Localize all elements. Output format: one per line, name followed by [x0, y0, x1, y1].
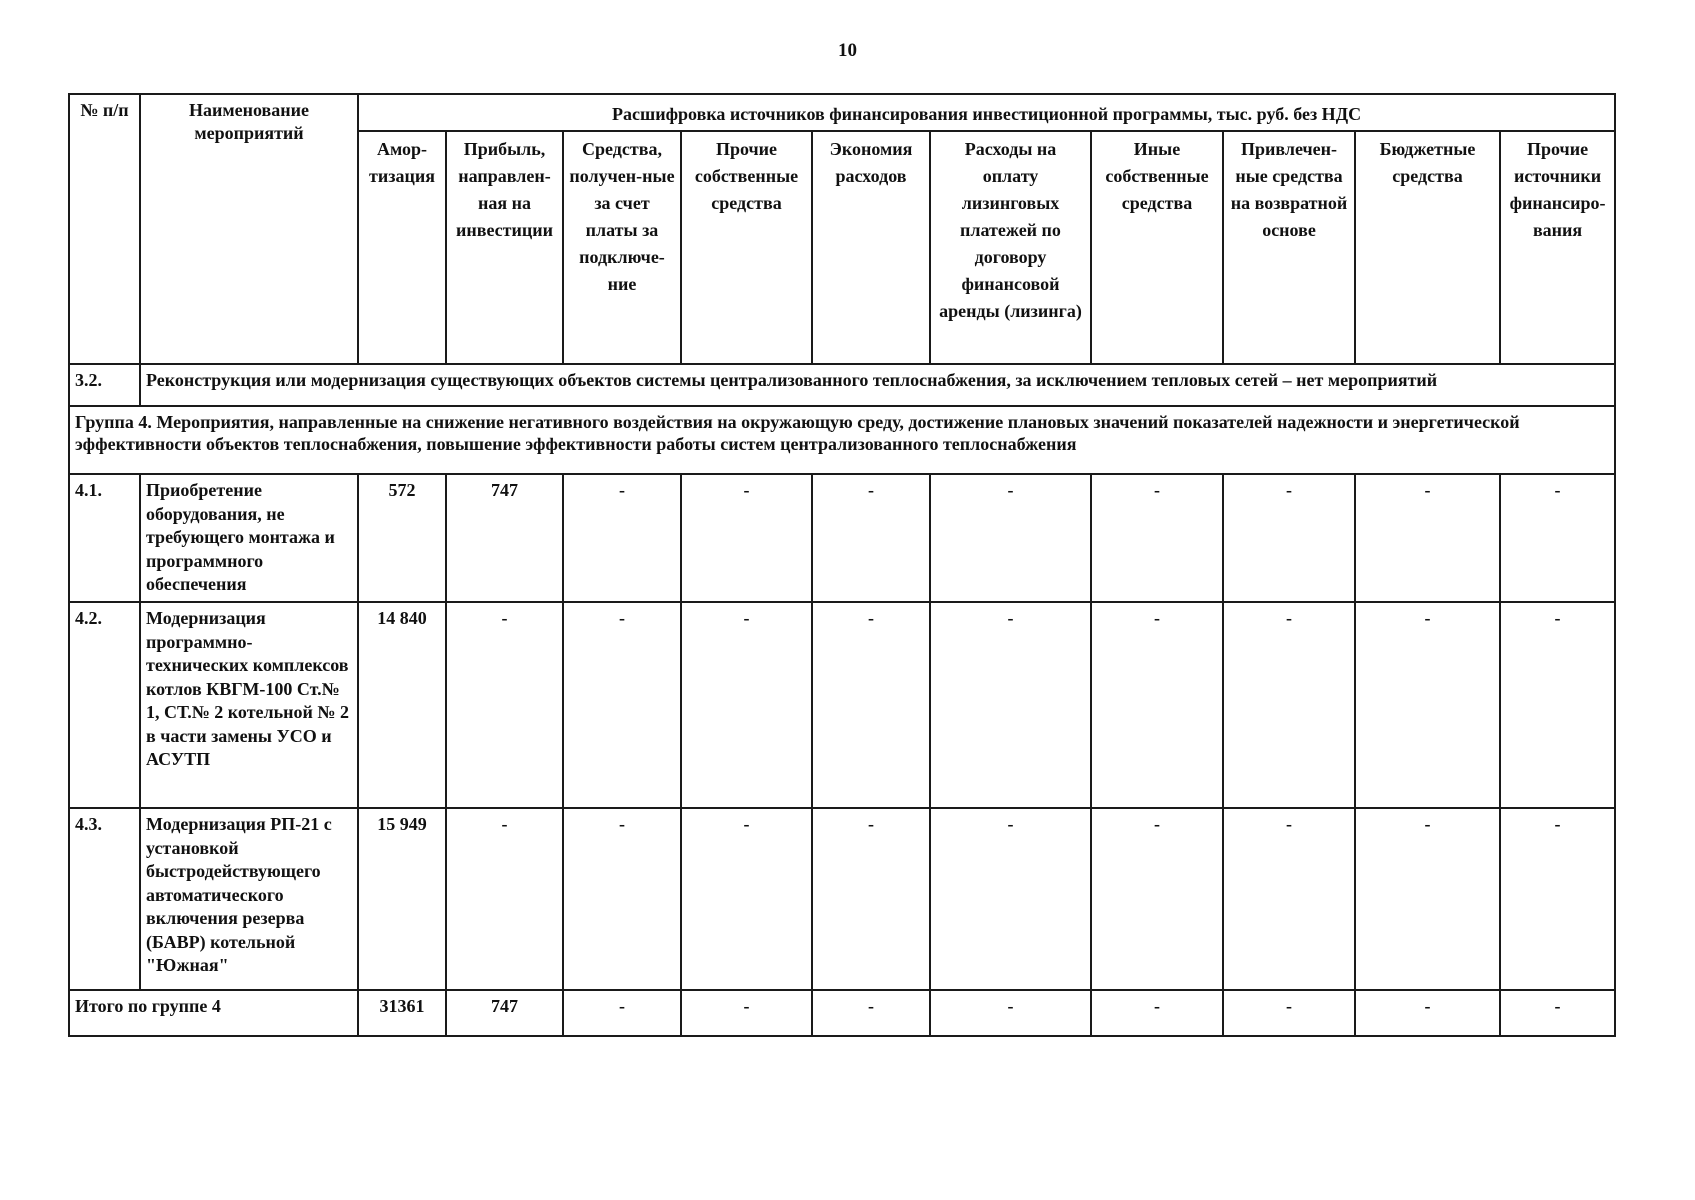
- cell-value: 747: [446, 474, 563, 602]
- header-col-budget: Бюджетные средства: [1355, 131, 1500, 364]
- cell-value: -: [812, 602, 930, 808]
- header-col-amortization: Амор-тизация: [358, 131, 446, 364]
- total-value: -: [563, 990, 681, 1036]
- row-name: Модернизация программно-технических комплексов котлов КВГМ-100 Ст.№ 1, СТ.№ 2 котельной № 2 в части замены УСО и АСУТП: [140, 602, 358, 808]
- header-col-leasing: Расходы на оплату лизинговых платежей по договору финансовой аренды (лизинга): [930, 131, 1091, 364]
- cell-value: -: [1091, 602, 1223, 808]
- cell-value: -: [681, 808, 812, 990]
- total-label: Итого по группе 4: [69, 990, 358, 1036]
- total-value: -: [1500, 990, 1615, 1036]
- header-col-other-own-funds: Прочие собственные средства: [681, 131, 812, 364]
- cell-value: -: [930, 474, 1091, 602]
- row-number: 3.2.: [69, 364, 140, 406]
- row-number: 4.2.: [69, 602, 140, 808]
- cell-value: 15 949: [358, 808, 446, 990]
- header-name: Наименование мероприятий: [140, 94, 358, 364]
- cell-value: -: [1500, 474, 1615, 602]
- table-row: [69, 808, 1615, 990]
- total-value: -: [1091, 990, 1223, 1036]
- total-row: [69, 990, 1615, 1036]
- cell-value: -: [1355, 808, 1500, 990]
- cell-value: -: [1355, 474, 1500, 602]
- total-value: -: [812, 990, 930, 1036]
- header-num: № п/п: [69, 94, 140, 364]
- cell-value: -: [1355, 602, 1500, 808]
- cell-value: -: [1223, 602, 1355, 808]
- cell-value: -: [1091, 808, 1223, 990]
- cell-value: -: [1223, 808, 1355, 990]
- cell-value: -: [930, 808, 1091, 990]
- table-row: [69, 364, 1615, 406]
- row-name: Модернизация РП-21 с установкой быстродействующего автоматического включения резерва (БАВР) котельной "Южная": [140, 808, 358, 990]
- group-title: Группа 4. Мероприятия, направленные на снижение негативного воздействия на окружающую среду, достижение плановых значений показателей надежности и энергетической эффективности объектов теплоснабжения, повышение эффективности работы систем централизованного теплоснабжения: [69, 406, 1615, 474]
- cell-value: -: [930, 602, 1091, 808]
- investment-table: [68, 93, 1616, 1037]
- header-sources-title: Расшифровка источников финансирования инвестиционной программы, тыс. руб. без НДС: [358, 94, 1615, 131]
- cell-value: -: [812, 808, 930, 990]
- header-col-cost-savings: Экономия расходов: [812, 131, 930, 364]
- row-number: 4.3.: [69, 808, 140, 990]
- table-row: [69, 602, 1615, 808]
- cell-value: -: [1091, 474, 1223, 602]
- page-number: 10: [838, 40, 857, 61]
- total-value: 747: [446, 990, 563, 1036]
- cell-value: -: [563, 474, 681, 602]
- cell-value: -: [563, 602, 681, 808]
- row-name: Приобретение оборудования, не требующего монтажа и программного обеспечения: [140, 474, 358, 602]
- cell-value: 14 840: [358, 602, 446, 808]
- header-col-other-own: Иные собственные средства: [1091, 131, 1223, 364]
- row-text: Реконструкция или модернизация существующих объектов системы централизованного теплоснабжения, за исключением тепловых сетей – нет мероприятий: [140, 364, 1615, 406]
- cell-value: -: [681, 602, 812, 808]
- header-col-other-sources: Прочие источники финансиро-вания: [1500, 131, 1615, 364]
- cell-value: -: [446, 602, 563, 808]
- cell-value: -: [1500, 808, 1615, 990]
- header-col-connection-fees: Средства, получен-ные за счет платы за подключе-ние: [563, 131, 681, 364]
- cell-value: -: [812, 474, 930, 602]
- total-value: -: [681, 990, 812, 1036]
- total-value: 31361: [358, 990, 446, 1036]
- row-number: 4.1.: [69, 474, 140, 602]
- cell-value: -: [1500, 602, 1615, 808]
- header-col-profit: Прибыль, направлен-ная на инвестиции: [446, 131, 563, 364]
- cell-value: -: [681, 474, 812, 602]
- cell-value: -: [1223, 474, 1355, 602]
- cell-value: -: [446, 808, 563, 990]
- group-row: [69, 406, 1615, 474]
- total-value: -: [1355, 990, 1500, 1036]
- header-row: [69, 94, 1615, 131]
- cell-value: -: [563, 808, 681, 990]
- table-row: [69, 474, 1615, 602]
- total-value: -: [1223, 990, 1355, 1036]
- header-col-borrowed: Привлечен-ные средства на возвратной основе: [1223, 131, 1355, 364]
- total-value: -: [930, 990, 1091, 1036]
- cell-value: 572: [358, 474, 446, 602]
